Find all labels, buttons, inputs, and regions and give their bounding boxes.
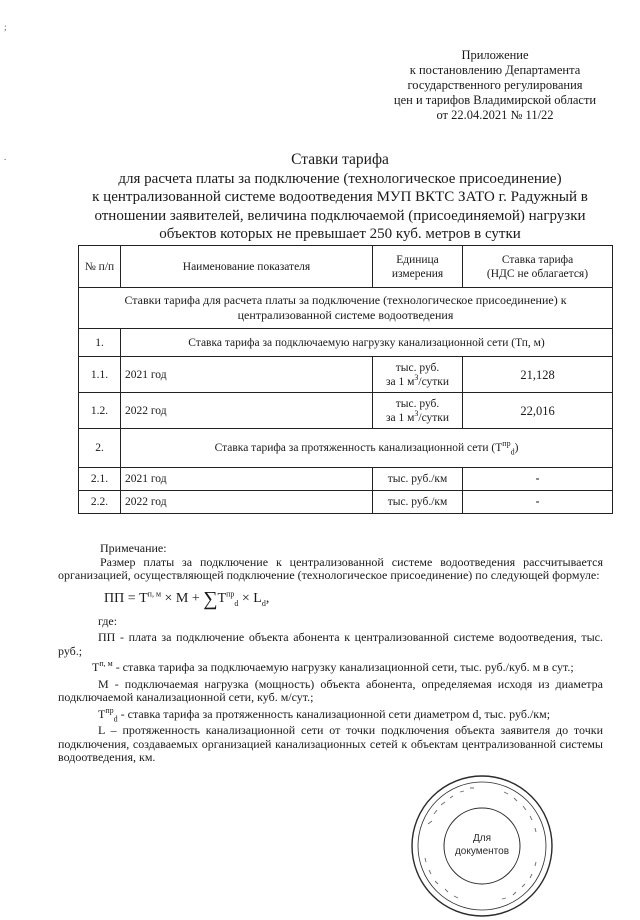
def-sup: п, м [99, 659, 113, 668]
notes-section [58, 542, 603, 765]
row-value: 21,128 [463, 357, 613, 393]
definition-pp: ПП - плата за подключение объекта абонента к централизованной системе водоотведения, тыс. руб.; [58, 630, 603, 658]
formula-part: × М + [161, 590, 204, 606]
unit-line [377, 372, 458, 389]
group-row [79, 429, 613, 468]
def-text: - ставка тарифа за протяженность канализационной сети диаметром d, тыс. руб./км; [117, 706, 551, 721]
row-num: 2.2. [79, 491, 121, 514]
unit-part: /сутки [418, 375, 450, 388]
row-unit [373, 357, 463, 393]
definition-l: L – протяженность канализационной сети от точки подключения объекта заявителя до точки подключения, создаваемых организацией канализационных сетей к объектам централизованной системы водоотведения, км. [58, 723, 603, 764]
def-sup: пр [105, 705, 114, 715]
unit-line: тыс. руб. [395, 361, 440, 374]
header-unit [373, 246, 463, 288]
group-label [121, 429, 613, 468]
formula-part: ПП = Т [104, 590, 148, 606]
stamp-center-line: Для [472, 833, 492, 844]
def-text: - ставка тарифа за подключаемую нагрузку канализационной сети, тыс. руб./куб. м в сут.; [112, 660, 574, 674]
table-header-row [79, 246, 613, 288]
definition-m: М - подключаемая нагрузка (мощность) объекта абонента, определяемая исходя из диаметра подключаемой канализационной сети, куб. м/сут.; [58, 676, 603, 704]
annex-line: Приложение [461, 48, 529, 62]
formula-sub: d [234, 598, 239, 608]
unit-part: /сутки [418, 411, 450, 424]
unit-part: за 1 м [385, 411, 415, 424]
section-row [79, 288, 613, 329]
row-year: 2021 год [121, 357, 373, 393]
row-value: - [463, 468, 613, 491]
annex-block [370, 48, 620, 123]
unit-line [377, 408, 458, 425]
group-num: 1. [79, 329, 121, 357]
row-value: - [463, 491, 613, 514]
header-unit-line: измерения [391, 267, 444, 280]
row-year: 2022 год [121, 393, 373, 429]
table-row [79, 468, 613, 491]
title-line: объектов которых не превышает 250 куб. метров в сутки [159, 226, 521, 242]
header-rate-line: Ставка тарифа [501, 253, 574, 266]
formula-sup: п, м [147, 588, 162, 598]
title-line: отношении заявителей, величина подключаемой (присоединяемой) нагрузки [94, 207, 586, 224]
table-row [79, 491, 613, 514]
stamp-center-line: документов [454, 846, 510, 857]
document-title [80, 151, 600, 244]
title-heading: Ставки тарифа [291, 151, 389, 168]
notes-intro: Размер платы за подключение к централизованной системе водоотведения рассчитывается организацией, осуществляющей подключение (технологическое присоединение) по следующей формуле: [58, 554, 603, 582]
header-name: Наименование показателя [121, 246, 373, 288]
group-label-close: ) [514, 442, 519, 454]
table-row [79, 393, 613, 429]
definition-t [58, 661, 603, 675]
annex-line: государственного регулирования [407, 78, 583, 92]
annex-date: от 22.04.2021 № 11/22 [436, 108, 554, 122]
payment-formula [104, 589, 603, 609]
row-num: 1.2. [79, 393, 121, 429]
def-symbol: Т [92, 660, 100, 674]
row-num: 1.1. [79, 357, 121, 393]
formula-part: T [217, 590, 227, 606]
table-row [79, 357, 613, 393]
formula-part: , [265, 590, 270, 606]
def-sub: d [113, 713, 118, 723]
row-num: 2.1. [79, 468, 121, 491]
def-symbol: T [98, 706, 106, 721]
scan-mark: ; [4, 22, 7, 32]
row-year: 2022 год [121, 491, 373, 514]
row-value: 22,016 [463, 393, 613, 429]
formula-sup: пр [226, 588, 235, 598]
group-num: 2. [79, 429, 121, 468]
header-rate [463, 246, 613, 288]
row-unit [373, 393, 463, 429]
notes-title: Примечание: [100, 541, 167, 555]
header-unit-line: Единица [396, 253, 439, 266]
symbol-letter: T [495, 442, 503, 454]
row-unit: тыс. руб./км [373, 491, 463, 514]
section-title: Ставки тарифа для расчета платы за подключение (технологическое присоединение) к централизованной системе водоотведения [79, 288, 613, 329]
unit-sup: 3 [414, 408, 419, 418]
symbol-sup: пр [502, 439, 511, 449]
annex-line: цен и тарифов Владимирской области [393, 93, 597, 107]
unit-part: за 1 м [385, 375, 415, 388]
scan-mark: . [4, 152, 7, 162]
formula-part: × L [238, 590, 262, 606]
group-row [79, 329, 613, 357]
header-num: № п/п [79, 246, 121, 288]
header-rate-line: (НДС не облагается) [486, 267, 589, 280]
formula-sub: d [261, 598, 266, 608]
group-label-text: Ставка тарифа за протяженность канализационной сети ( [214, 442, 496, 454]
symbol-sub: d [510, 447, 515, 457]
unit-line: тыс. руб. [395, 397, 440, 410]
group-label: Ставка тарифа за подключаемую нагрузку канализационной сети (Тп, м) [121, 329, 613, 357]
official-stamp [408, 772, 556, 920]
title-line: для расчета платы за подключение (технологическое присоединение) [118, 170, 562, 187]
row-year: 2021 год [121, 468, 373, 491]
sigma-symbol: ∑ [203, 587, 218, 610]
tariff-table [78, 245, 613, 514]
rate-symbol [495, 439, 515, 457]
definition-td [58, 705, 603, 723]
annex-line: к постановлению Департамента [409, 63, 581, 77]
notes-where: где: [98, 613, 118, 628]
unit-sup: 3 [414, 372, 419, 382]
row-unit: тыс. руб./км [373, 468, 463, 491]
title-line: к централизованной системе водоотведения МУП ВКТС ЗАТО г. Радужный в [92, 189, 588, 205]
